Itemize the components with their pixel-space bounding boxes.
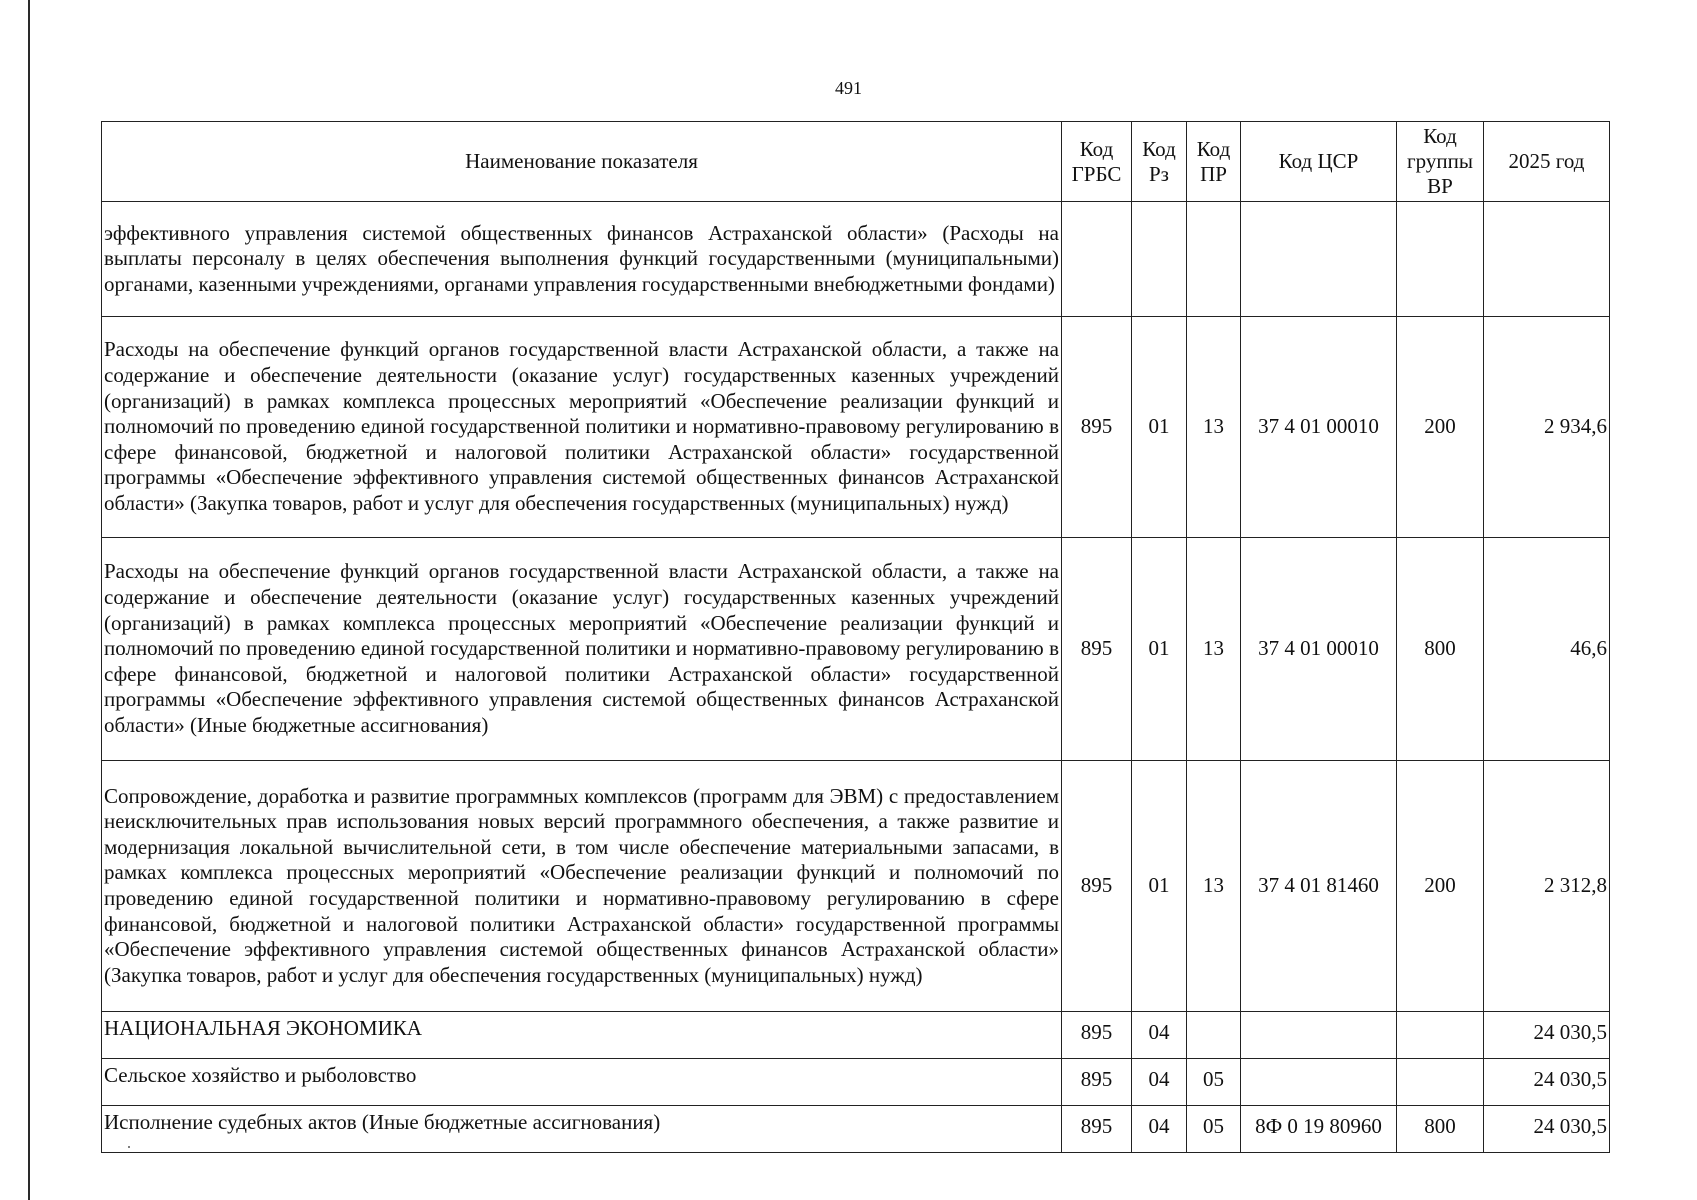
header-rz: Код Рз — [1132, 122, 1187, 202]
row-name: НАЦИОНАЛЬНАЯ ЭКОНОМИКА — [102, 1012, 1062, 1059]
table-row — [102, 1012, 1610, 1059]
row-csr: 37 4 01 00010 — [1241, 538, 1397, 761]
row-amount — [1484, 202, 1610, 317]
row-vr: 800 — [1397, 538, 1484, 761]
page-number: 491 — [835, 78, 862, 98]
header-name: Наименование показателя — [102, 122, 1062, 202]
budget-table — [101, 121, 1610, 1153]
table-row — [102, 202, 1610, 317]
header-csr: Код ЦСР — [1241, 122, 1397, 202]
row-rz — [1132, 202, 1187, 317]
row-name: эффективного управления системой общественных финансов Астраханской области» (Расходы на выплаты персоналу в целях обеспечения выполнения функций государственными (муниципальными) органами, казенными учреждениями, органами управления государственными внебюджетными фондами) — [102, 202, 1062, 317]
row-vr: 200 — [1397, 761, 1484, 1012]
row-grbs: 895 — [1062, 761, 1132, 1012]
header-vr: Код группы ВР — [1397, 122, 1484, 202]
row-pr — [1187, 1012, 1241, 1059]
row-rz: 04 — [1132, 1012, 1187, 1059]
header-pr: Код ПР — [1187, 122, 1241, 202]
table-row — [102, 538, 1610, 761]
row-grbs: 895 — [1062, 317, 1132, 538]
row-grbs: 895 — [1062, 1106, 1132, 1153]
row-name: Расходы на обеспечение функций органов государственной власти Астраханской области, а также на содержание и обеспечение деятельности (оказание услуг) государственных казенных учреждений (организаций) в рамках комплекса процессных мероприятий «Обеспечение реализации функций и полномочий по проведению единой государственной политики и нормативно-правовому регулированию в сфере финансовой, бюджетной и налоговой политики Астраханской области» государственной программы «Обеспечение эффективного управления системой общественных финансов Астраханской области» (Закупка товаров, работ и услуг для обеспечения государственных (муниципальных) нужд) — [102, 317, 1062, 538]
row-rz: 01 — [1132, 761, 1187, 1012]
row-rz: 04 — [1132, 1059, 1187, 1106]
table-row — [102, 1106, 1610, 1153]
row-csr — [1241, 1012, 1397, 1059]
header-grbs: Код ГРБС — [1062, 122, 1132, 202]
row-grbs — [1062, 202, 1132, 317]
row-amount: 2 312,8 — [1484, 761, 1610, 1012]
table-row — [102, 761, 1610, 1012]
row-pr — [1187, 202, 1241, 317]
row-vr — [1397, 1059, 1484, 1106]
row-csr: 8Ф 0 19 80960 — [1241, 1106, 1397, 1153]
row-rz: 01 — [1132, 317, 1187, 538]
row-vr: 200 — [1397, 317, 1484, 538]
row-amount: 46,6 — [1484, 538, 1610, 761]
row-pr: 13 — [1187, 761, 1241, 1012]
row-csr: 37 4 01 81460 — [1241, 761, 1397, 1012]
row-amount: 24 030,5 — [1484, 1106, 1610, 1153]
row-pr: 13 — [1187, 317, 1241, 538]
row-vr — [1397, 1012, 1484, 1059]
row-name: Расходы на обеспечение функций органов государственной власти Астраханской области, а также на содержание и обеспечение деятельности (оказание услуг) государственных казенных учреждений (организаций) в рамках комплекса процессных мероприятий «Обеспечение реализации функций и полномочий по проведению единой государственной политики и нормативно-правовому регулированию в сфере финансовой, бюджетной и налоговой политики Астраханской области» государственной программы «Обеспечение эффективного управления системой общественных финансов Астраханской области» (Иные бюджетные ассигнования) — [102, 538, 1062, 761]
row-csr — [1241, 1059, 1397, 1106]
row-grbs: 895 — [1062, 538, 1132, 761]
table-row — [102, 317, 1610, 538]
row-name: Сельское хозяйство и рыболовство — [102, 1059, 1062, 1106]
row-csr: 37 4 01 00010 — [1241, 317, 1397, 538]
row-rz: 01 — [1132, 538, 1187, 761]
row-name: Исполнение судебных актов (Иные бюджетные ассигнования) — [102, 1106, 1062, 1153]
table-row — [102, 1059, 1610, 1106]
row-grbs: 895 — [1062, 1059, 1132, 1106]
row-csr — [1241, 202, 1397, 317]
row-grbs: 895 — [1062, 1012, 1132, 1059]
row-pr: 05 — [1187, 1059, 1241, 1106]
row-vr — [1397, 202, 1484, 317]
row-pr: 13 — [1187, 538, 1241, 761]
table-header-row — [102, 122, 1610, 202]
binding-margin-line — [28, 0, 30, 1200]
row-pr: 05 — [1187, 1106, 1241, 1153]
row-rz: 04 — [1132, 1106, 1187, 1153]
row-amount: 24 030,5 — [1484, 1012, 1610, 1059]
header-year: 2025 год — [1484, 122, 1610, 202]
row-amount: 24 030,5 — [1484, 1059, 1610, 1106]
row-amount: 2 934,6 — [1484, 317, 1610, 538]
row-name: Сопровождение, доработка и развитие программных комплексов (программ для ЭВМ) с предоставлением неисключительных прав использования новых версий программного обеспечения, а также развитие и модернизация локальной вычислительной сети, в том числе обеспечение материальными запасами, в рамках комплекса процессных мероприятий «Обеспечение реализации функций и полномочий по проведению единой государственной политики и нормативно-правовому регулированию в сфере финансовой, бюджетной и налоговой политики Астраханской области» государственной программы «Обеспечение эффективного управления системой общественных финансов Астраханской области» (Закупка товаров, работ и услуг для обеспечения государственных (муниципальных) нужд) — [102, 761, 1062, 1012]
row-vr: 800 — [1397, 1106, 1484, 1153]
